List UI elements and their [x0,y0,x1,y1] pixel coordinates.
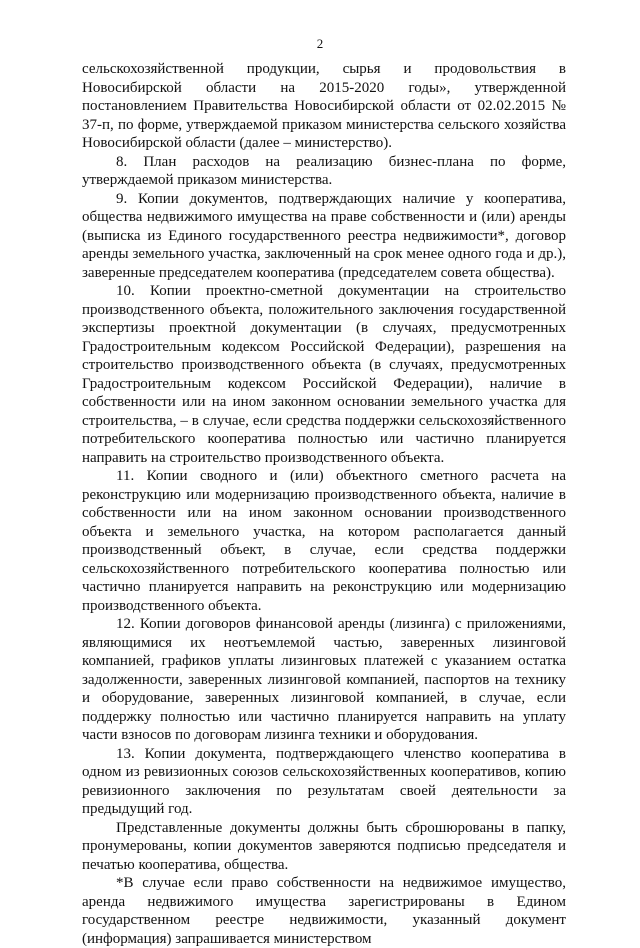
paragraph-item-8: 8. План расходов на реализацию бизнес-плана по форме, утверждаемой приказом министерства. [82,153,566,188]
document-body [82,60,566,948]
paragraph-item-11: 11. Копии сводного и (или) объектного сметного расчета на реконструкцию или модернизацию производственного объекта, наличие в собственности или на ином законном основании производственного объекта и земельного участка, на котором располагается данный производственный объект, в случае, если средства поддержки сельскохозяйственного потребительского кооператива полностью или частично планируется направить на реконструкцию или модернизацию производственного объекта. [82,468,566,614]
paragraph-footnote: *В случае если право собственности на недвижимое имущество, аренда недвижимого имущества зарегистрированы в Едином государственном реестре недвижимости, указанный документ (информация) запрашивается министерством [82,875,566,947]
paragraph-item-13: 13. Копии документа, подтверждающего членство кооператива в одном из ревизионных союзов сельскохозяйственных кооперативов, копию ревизионного заключения по результатам своей деятельности за предыдущий год. [82,745,566,817]
paragraph-item-12: 12. Копии договоров финансовой аренды (лизинга) с приложениями, являющимися их неотъемлемой частью, заверенных лизинговой компанией, графиков уплаты лизинговых платежей с указанием остатка задолженности, заверенных лизинговой компанией, паспортов на технику и оборудование, заверенных лизинговой компанией, в случае, если поддержку полностью или частично планируется направить на уплату части взносов по договорам лизинга техники и оборудования. [82,616,566,743]
paragraph-item-9: 9. Копии документов, подтверждающих наличие у кооператива, общества недвижимого имущества на праве собственности и (или) аренды (выписка из Единого государственного реестра недвижимости*, договор аренды земельного участка, заключенный на срок менее одного года и др.), заверенные председателем кооператива (председателем совета общества). [82,190,566,281]
page-number: 2 [316,36,324,51]
paragraph-binding-note: Представленные документы должны быть сброшюрованы в папку, пронумерованы, копии документов заверяются подписью председателя и печатью кооператива, общества. [82,819,566,873]
paragraph-item-10: 10. Копии проектно-сметной документации на строительство производственного объекта, положительного заключения государственной экспертизы проектной документации (в случаях, предусмотренных Градостроительным кодексом Российской Федерации), разрешения на строительство производственного объекта (в случаях, предусмотренных Градостроительным кодексом Российской Федерации), наличие в собственности или на ином законном основании земельного участка для строительства, – в случае, если средства поддержки сельскохозяйственного потребительского кооператива полностью или частично планируется направить на строительство производственного объекта. [82,283,566,466]
paragraph-continuation: сельскохозяйственной продукции, сырья и продовольствия в Новосибирской области на 2015-2020 годы», утвержденной постановлением Правительства Новосибирской области от 02.02.2015 № 37-п, по форме, утверждаемой приказом министерства сельского хозяйства Новосибирской области (далее – министерство). [82,61,566,151]
